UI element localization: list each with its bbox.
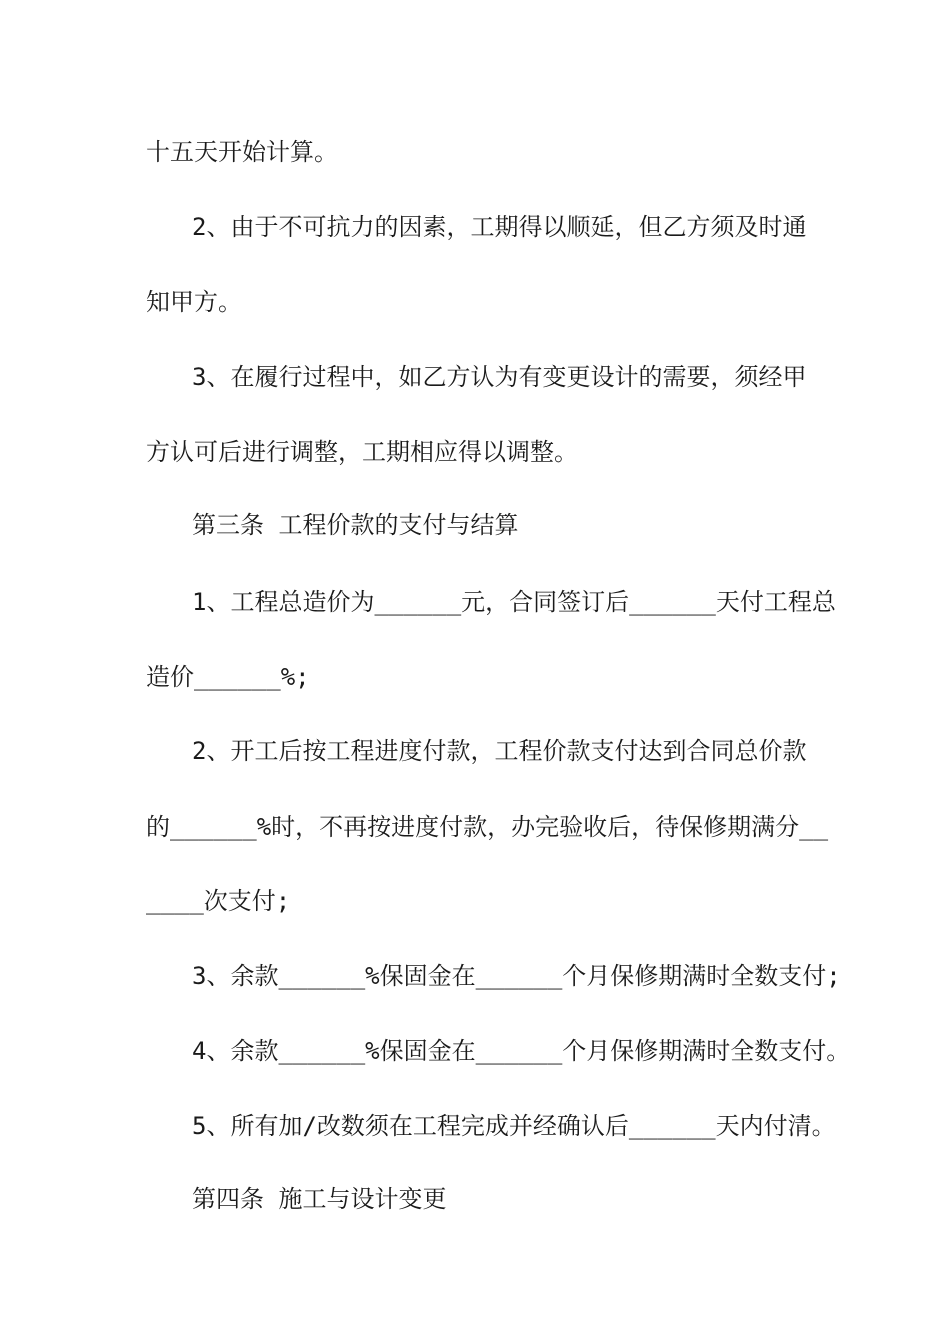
paragraph-line: 知甲方。 bbox=[146, 288, 242, 316]
paragraph-line: 方认可后进行调整，工期相应得以调整。 bbox=[146, 438, 578, 466]
paragraph-line: 2、开工后按工程进度付款，工程价款支付达到合同总价款 bbox=[192, 737, 807, 765]
paragraph-line: ____次支付; bbox=[146, 887, 291, 915]
paragraph-line: 造价______%; bbox=[146, 663, 310, 691]
paragraph-line: 5、所有加/改数须在工程完成并经确认后______天内付清。 bbox=[192, 1112, 836, 1140]
paragraph-line: 2、由于不可抗力的因素，工期得以顺延，但乙方须及时通 bbox=[192, 213, 807, 241]
paragraph-line: 1、工程总造价为______元，合同签订后______天付工程总 bbox=[192, 588, 836, 616]
paragraph-line: 4、余款______%保固金在______个月保修期满时全数支付。 bbox=[192, 1037, 851, 1065]
paragraph-line: 的______%时，不再按进度付款，办完验收后，待保修期满分__ bbox=[146, 813, 829, 841]
section-heading: 第三条 工程价款的支付与结算 bbox=[192, 511, 519, 539]
paragraph-line: 3、在履行过程中，如乙方认为有变更设计的需要，须经甲 bbox=[192, 363, 807, 391]
section-heading: 第四条 施工与设计变更 bbox=[192, 1185, 447, 1213]
paragraph-line: 十五天开始计算。 bbox=[146, 138, 338, 166]
paragraph-line: 3、余款______%保固金在______个月保修期满时全数支付; bbox=[192, 962, 841, 990]
